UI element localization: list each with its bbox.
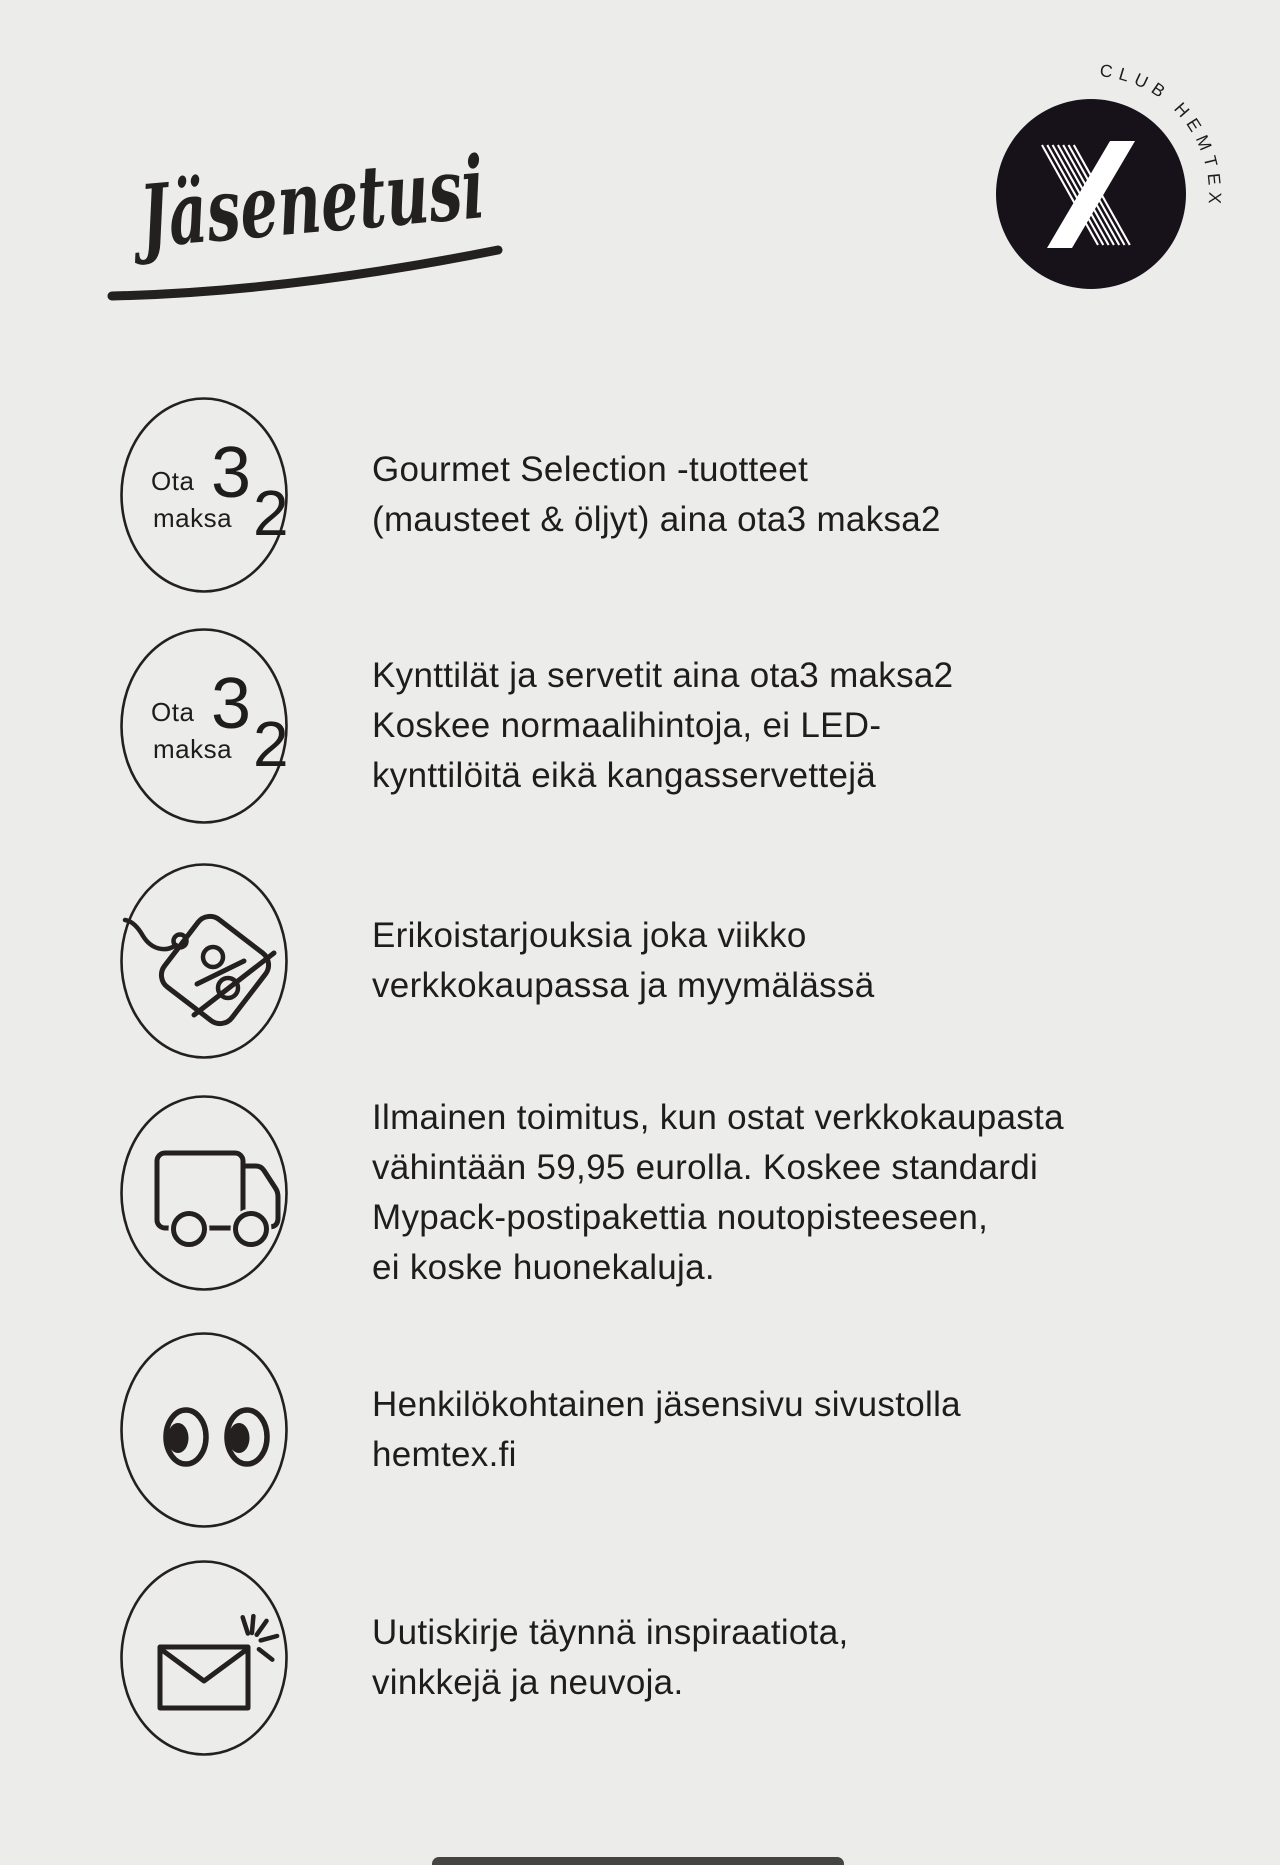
benefit-line: Gourmet Selection -tuotteet	[372, 450, 809, 489]
benefit-line: Mypack-postipakettia noutopisteeseen,	[372, 1198, 989, 1237]
benefit-line: (mausteet & öljyt) aina ota3 maksa2	[372, 500, 941, 539]
discount-tag-icon	[118, 862, 290, 1060]
benefit-description	[372, 1093, 1064, 1293]
benefit-line: Uutiskirje täynnä inspiraatiota,	[372, 1613, 849, 1652]
ota3-maksa2-badge-icon	[118, 627, 290, 825]
benefit-line: Erikoistarjouksia joka viikko	[372, 916, 807, 955]
benefit-description	[372, 1608, 849, 1708]
eyes-icon	[118, 1331, 290, 1529]
benefit-line: ei koske huonekaluja.	[372, 1248, 715, 1287]
benefit-line: Henkilökohtainen jäsensivu sivustolla	[372, 1385, 961, 1424]
benefit-line: vähintään 59,95 eurolla. Koskee standardi	[372, 1148, 1039, 1187]
benefit-line: vinkkejä ja neuvoja.	[372, 1663, 684, 1702]
benefit-description	[372, 445, 941, 545]
club-hemtex-logo	[950, 30, 1250, 300]
badge-maksa-label: maksa	[153, 503, 233, 533]
member-benefits-title	[88, 105, 644, 305]
logo-arc-text: CLUB HEMTEX	[1098, 60, 1226, 211]
page-title: Jäsenetusi	[136, 123, 644, 268]
badge-three-label: 3	[211, 433, 252, 513]
benefit-line: verkkokaupassa ja myymälässä	[372, 966, 875, 1005]
benefit-line: hemtex.fi	[372, 1435, 517, 1474]
benefit-line: Ilmainen toimitus, kun ostat verkkokaupasta	[372, 1098, 1064, 1137]
benefit-line: Kynttilät ja servetit aina ota3 maksa2	[372, 656, 954, 695]
badge-ota-label: Ota	[151, 697, 195, 727]
benefit-description	[372, 651, 953, 801]
bottom-bar	[432, 1857, 844, 1865]
benefit-description	[372, 911, 874, 1011]
badge-two-label: 2	[253, 708, 289, 780]
benefit-line: kynttilöitä eikä kangasservettejä	[372, 756, 877, 795]
envelope-icon	[118, 1559, 290, 1757]
benefit-description	[372, 1380, 961, 1480]
badge-maksa-label: maksa	[153, 734, 233, 764]
badge-two-label: 2	[253, 477, 289, 549]
badge-three-label: 3	[211, 664, 252, 744]
delivery-truck-icon	[118, 1094, 290, 1292]
ota3-maksa2-badge-icon	[118, 396, 290, 594]
badge-ota-label: Ota	[151, 466, 195, 496]
benefit-line: Koskee normaalihintoja, ei LED-	[372, 706, 882, 745]
